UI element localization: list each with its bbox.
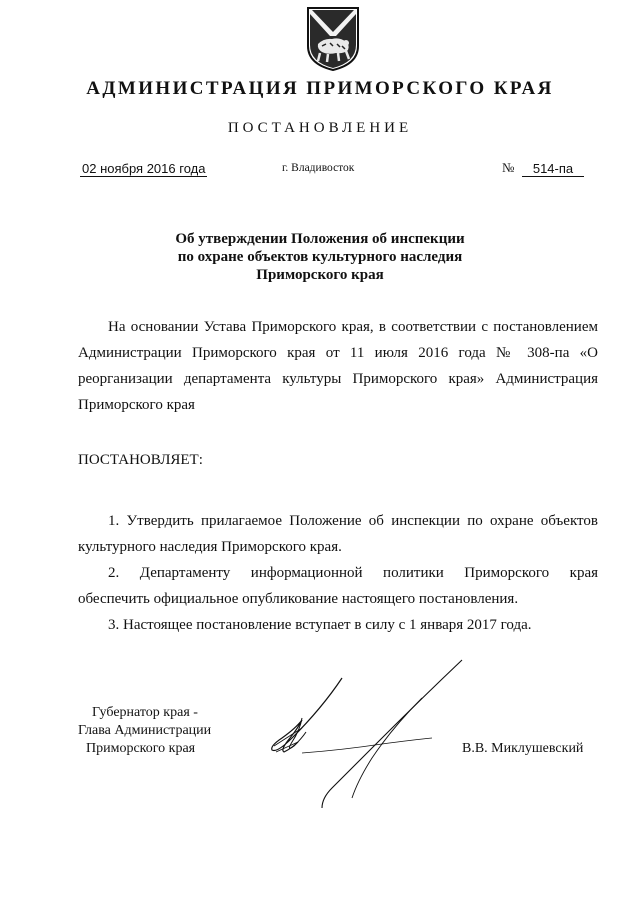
item-2-line-1: 2. Департаменту информационной политики Приморского края [108, 565, 598, 581]
organization-title: АДМИНИСТРАЦИЯ ПРИМОРСКОГО КРАЯ [86, 78, 554, 99]
document-type: ПОСТАНОВЛЕНИЕ [227, 120, 413, 136]
item-3: 3. Настоящее постановление вступает в силу с 1 января 2017 года. [108, 617, 532, 633]
basis-paragraph-line-1: На основании Устава Приморского края, в соответствии с постановлением [108, 319, 598, 335]
item-1-line-1: 1. Утвердить прилагаемое Положение об инспекции по охране объектов [108, 513, 598, 529]
coat-of-arms-emblem [306, 6, 360, 72]
document-number: 514-па [522, 161, 584, 177]
basis-paragraph-line-2: Администрации Приморского края от 11 июля 2016 года № 308-па «О [78, 345, 598, 361]
number-sign: № [502, 160, 515, 175]
document-heading-line-3: Приморского края [256, 267, 384, 283]
item-1-line-2: культурного наследия Приморского края. [78, 539, 342, 555]
document-city: г. Владивосток [282, 162, 355, 174]
signatory-role-line-2: Глава Администрации [78, 723, 212, 738]
basis-paragraph-line-3: реорганизации департамента культуры Приморского края» Администрация [78, 371, 598, 387]
document-heading-line-1: Об утверждении Положения об инспекции [175, 231, 465, 247]
signatory-role-line-1: Губернатор края - [92, 705, 198, 720]
basis-paragraph-line-4: Приморского края [78, 397, 195, 413]
signatory-role-line-3: Приморского края [86, 741, 196, 756]
signatory-name: В.В. Миклушевский [462, 741, 584, 756]
handwritten-signature [262, 658, 472, 818]
document-date: 02 ноября 2016 года [82, 161, 206, 176]
item-2-line-2: обеспечить официальное опубликование настоящего постановления. [78, 591, 519, 607]
decree-word: ПОСТАНОВЛЯЕТ: [78, 452, 203, 468]
document-heading-line-2: по охране объектов культурного наследия [177, 249, 463, 265]
